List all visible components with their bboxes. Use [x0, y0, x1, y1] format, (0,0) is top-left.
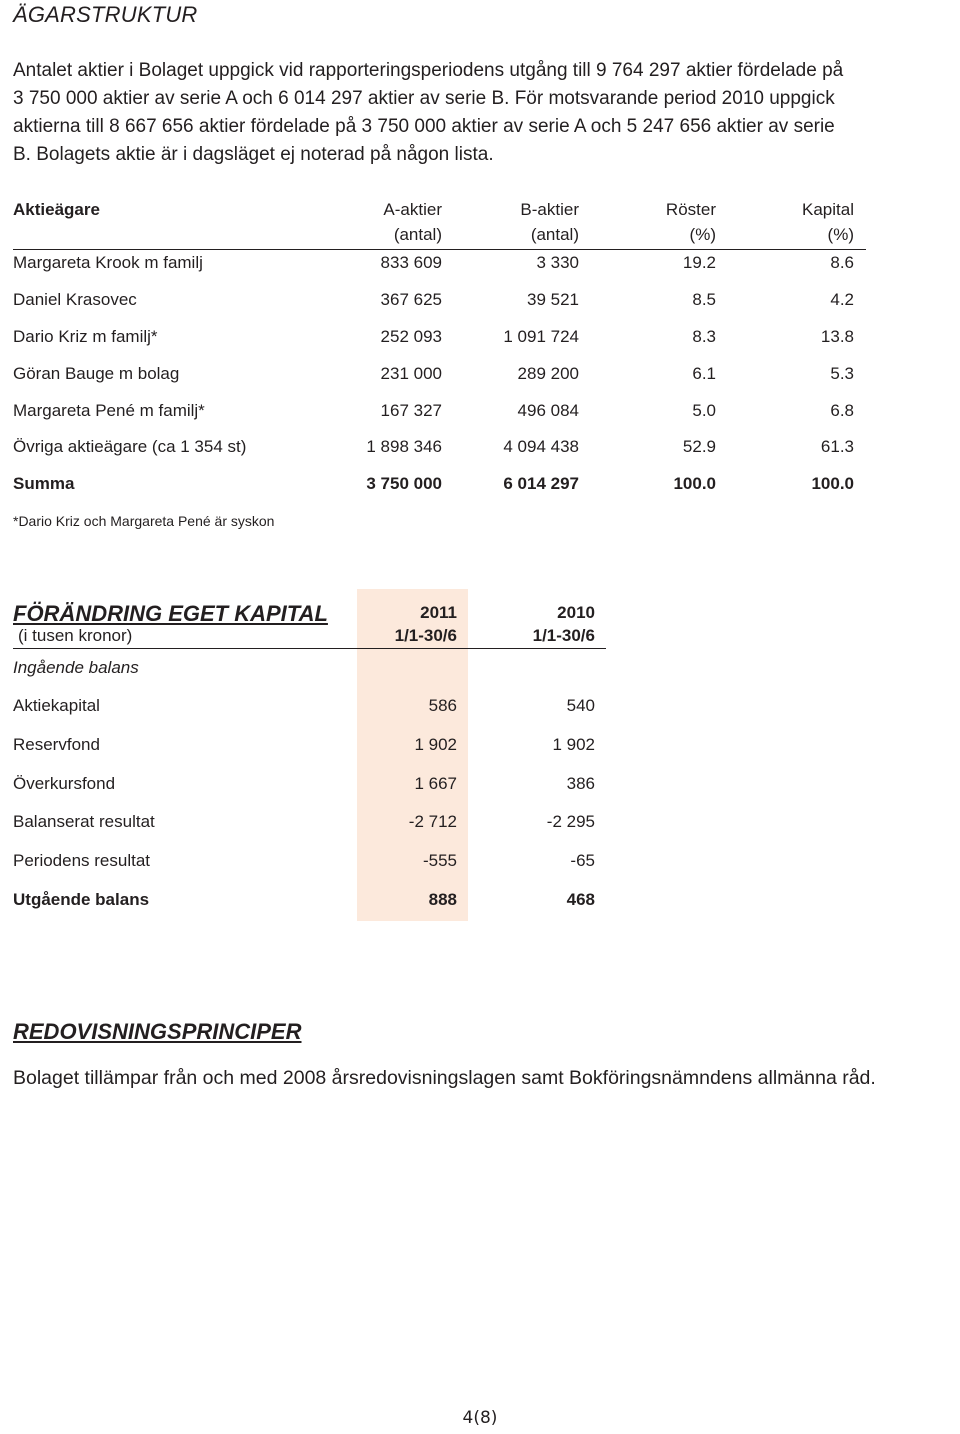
ownership-intro — [13, 57, 958, 169]
table-row: Övriga aktieägare (ca 1 354 st) 1 898 346 4 094 438 52.9 61.3 — [13, 437, 854, 456]
equity-col-2011: 2011 1/1-30/6 — [394, 603, 457, 645]
principles-title: REDOVISNINGSPRINCIPER — [13, 1019, 302, 1044]
table-total-row: Summa 3 750 000 6 014 297 100.0 100.0 — [13, 474, 854, 493]
table-row: Margareta Pené m familj* 167 327 496 084 5.0 6.8 — [13, 401, 854, 420]
header-votes: Röster (%) — [665, 200, 716, 244]
equity-divider — [13, 648, 606, 649]
header-b-shares: B-aktier (antal) — [520, 200, 579, 244]
intro-line: 3 750 000 aktier av serie A och 6 014 297 aktier av serie B. För motsvarande period 2010 uppgick — [13, 88, 835, 109]
ownership-title: ÄGARSTRUKTUR — [13, 2, 198, 27]
header-a-shares: A-aktier (antal) — [383, 200, 442, 244]
table-row: Reservfond 1 902 1 902 — [13, 735, 595, 754]
header-owner: Aktieägare — [13, 200, 100, 219]
intro-line: aktierna till 8 667 656 aktier fördelade på 3 750 000 aktier av serie A och 5 247 656 aktier av serie — [13, 116, 835, 137]
table-row: Periodens resultat -555 -65 — [13, 851, 595, 870]
intro-line: B. Bolagets aktie är i dagsläget ej noterad på någon lista. — [13, 144, 494, 165]
table-total-row: Utgående balans 888 468 — [13, 890, 595, 909]
ownership-footnote: *Dario Kriz och Margareta Pené är syskon — [13, 513, 275, 529]
table-row: Dario Kriz m familj* 252 093 1 091 724 8.3 13.8 — [13, 327, 854, 346]
table-row: Överkursfond 1 667 386 — [13, 774, 595, 793]
page-number: 4(8) — [462, 1408, 498, 1428]
table-row: Göran Bauge m bolag 231 000 289 200 6.1 5.3 — [13, 364, 854, 383]
table-row: Aktiekapital 586 540 — [13, 696, 595, 715]
equity-title: FÖRÄNDRING EGET KAPITAL — [13, 601, 328, 626]
table-row: Margareta Krook m familj 833 609 3 330 19.2 8.6 — [13, 253, 854, 272]
principles-text: Bolaget tillämpar från och med 2008 årsredovisningslagen samt Bokföringsnämndens allmänna råd. — [13, 1067, 876, 1089]
table-row: Balanserat resultat -2 712 -2 295 — [13, 812, 595, 831]
header-capital: Kapital (%) — [802, 200, 854, 244]
equity-col-2010: 2010 1/1-30/6 — [532, 603, 595, 645]
equity-opening-label: Ingående balans — [13, 658, 139, 677]
table-row: Daniel Krasovec 367 625 39 521 8.5 4.2 — [13, 290, 854, 309]
header-divider — [13, 249, 866, 250]
equity-subtitle: (i tusen kronor) — [18, 626, 133, 645]
intro-line: Antalet aktier i Bolaget uppgick vid rapporteringsperiodens utgång till 9 764 297 aktier fördelade på — [13, 60, 844, 81]
